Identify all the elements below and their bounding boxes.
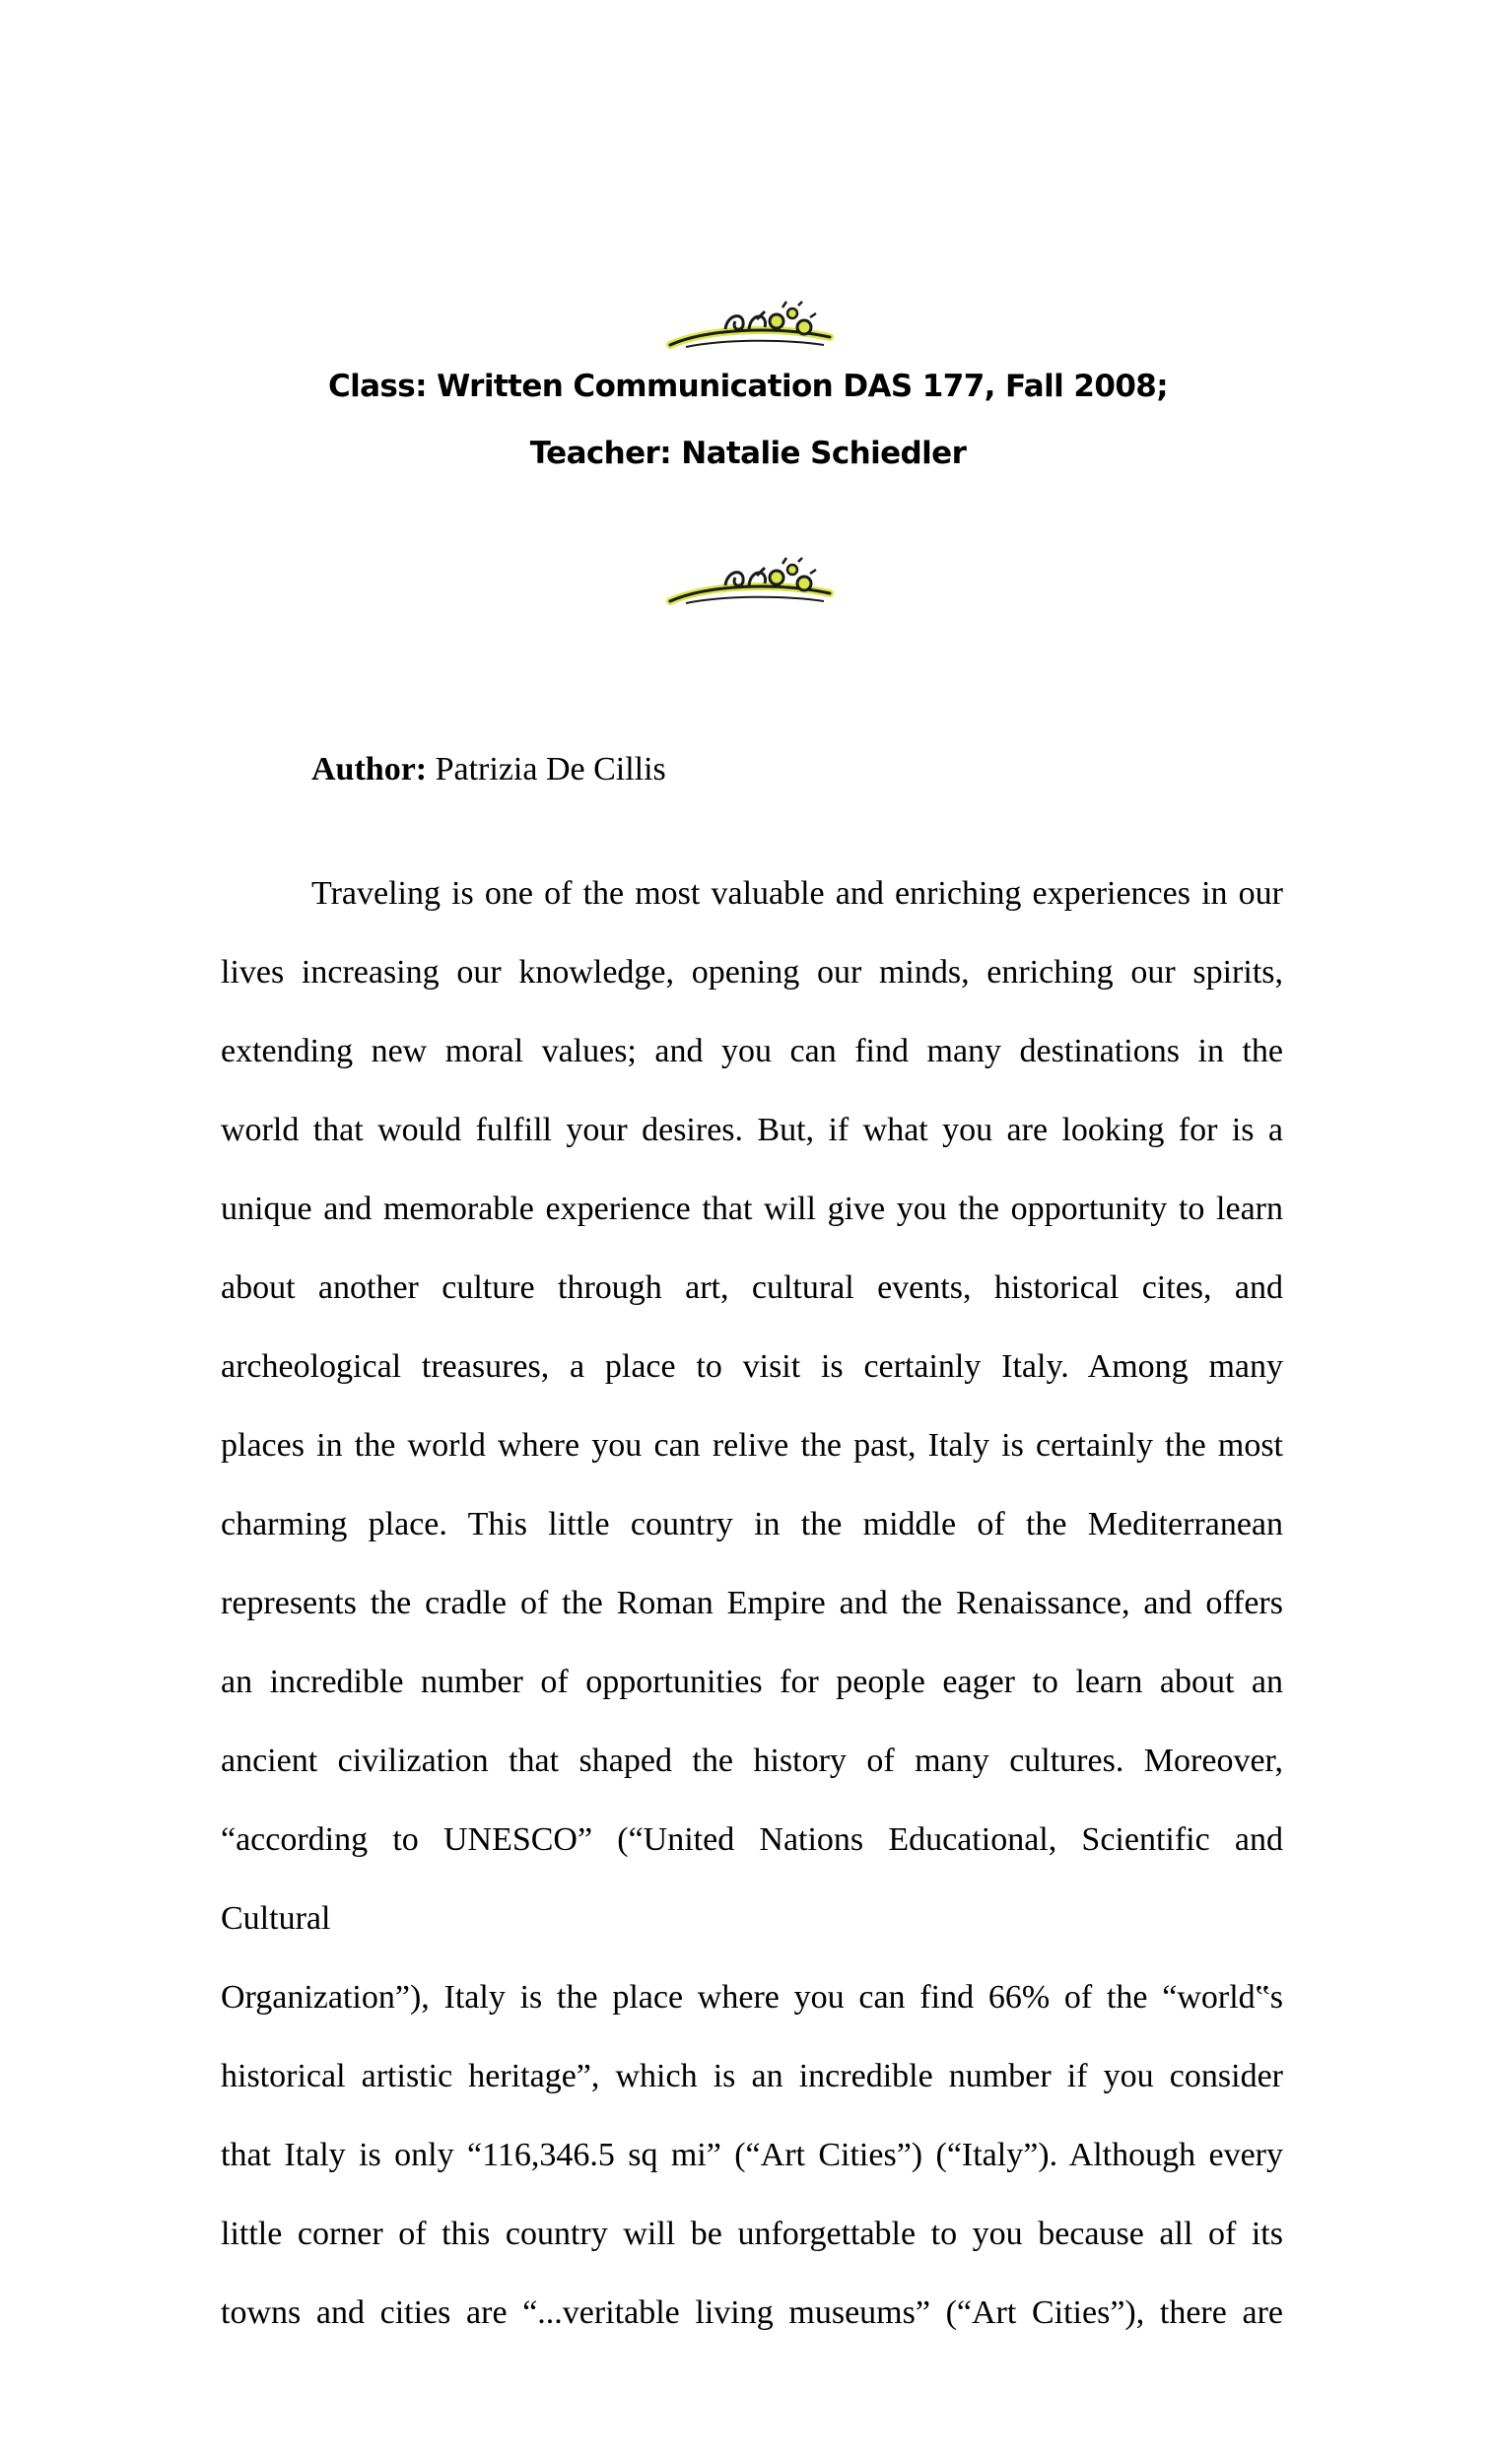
paragraph-line: little corner of this country will be unforgettable to you because all of its [221, 2216, 1283, 2252]
paragraph-line: places in the world where you can relive the past, Italy is certainly the most [221, 1427, 1283, 1464]
paragraph-line: lives increasing our knowledge, opening our minds, enriching our spirits, [221, 954, 1283, 991]
paragraph-line: an incredible number of opportunities for people eager to learn about an [221, 1664, 1283, 1700]
teacher-heading: Teacher: Natalie Schiedler [529, 436, 967, 471]
class-heading: Class: Written Communication DAS 177, Fall 2008; [327, 369, 1169, 404]
paragraph-line: about another culture through art, cultural events, historical cites, and [221, 1269, 1283, 1306]
paragraph-line: world that would fulfill your desires. But, if what you are looking for is a [221, 1112, 1283, 1148]
author-name: Patrizia De Cillis [435, 751, 666, 787]
paragraph-line: archeological treasures, a place to visit is certainly Italy. Among many [221, 1348, 1283, 1385]
paragraph-line: Traveling is one of the most valuable and enriching experiences in our [311, 875, 1283, 912]
author-line [311, 750, 666, 789]
paragraph-line: charming place. This little country in the middle of the Mediterranean [221, 1506, 1283, 1542]
floral-divider-icon [666, 556, 834, 613]
paragraph-line: historical artistic heritage”, which is an incredible number if you consider [221, 2058, 1283, 2094]
floral-divider-icon [666, 300, 834, 357]
paragraph-line: Organization”), Italy is the place where you can find 66% of the “world‟s [221, 1979, 1283, 2016]
author-label: Author: [311, 751, 428, 787]
paragraph-line: “according to UNESCO” (“United Nations Educational, Scientific and [221, 1821, 1283, 1858]
paragraph-line: unique and memorable experience that will give you the opportunity to learn [221, 1191, 1283, 1227]
paragraph-line: ancient civilization that shaped the history of many cultures. Moreover, [221, 1743, 1283, 1779]
paragraph-line: Cultural [221, 1900, 331, 1937]
paragraph-line: extending new moral values; and you can find many destinations in the [221, 1033, 1283, 1069]
paragraph-line: towns and cities are “...veritable living museums” (“Art Cities”), there are [221, 2294, 1283, 2331]
body-paragraph [221, 874, 1283, 2372]
paragraph-line: represents the cradle of the Roman Empire and the Renaissance, and offers [221, 1585, 1283, 1621]
paragraph-line: that Italy is only “116,346.5 sq mi” (“Art Cities”) (“Italy”). Although every [221, 2137, 1283, 2173]
